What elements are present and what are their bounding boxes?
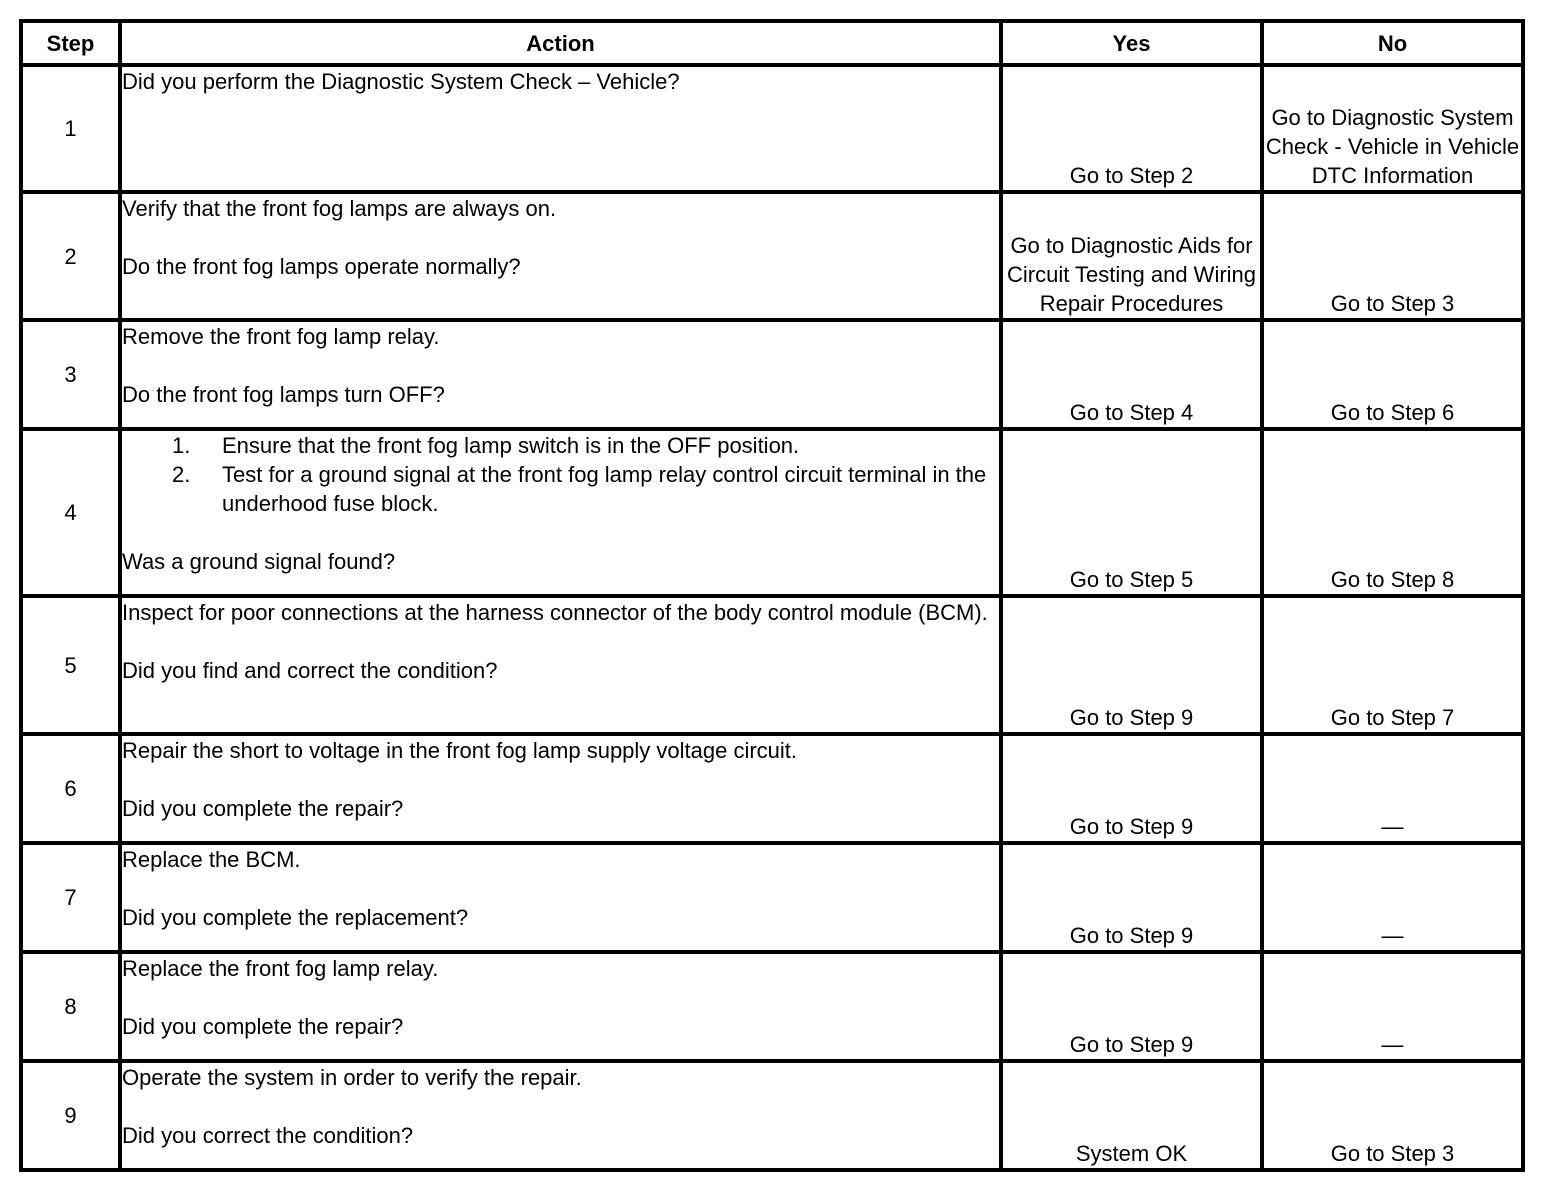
action-question: Do the front fog lamps turn OFF?: [122, 382, 445, 407]
action-question: Did you complete the repair?: [122, 1014, 404, 1039]
list-text: Ensure that the front fog lamp switch is in the OFF position.: [222, 433, 800, 458]
yes-cell: Go to Step 9: [1001, 843, 1262, 952]
diagnostic-table: [19, 19, 1525, 1172]
action-text: Verify that the front fog lamps are always on.: [122, 196, 557, 221]
no-cell: Go to Diagnostic System Check - Vehicle in Vehicle DTC Information: [1262, 65, 1523, 192]
yes-cell: Go to Step 9: [1001, 952, 1262, 1061]
action-text: Replace the BCM.: [122, 847, 301, 872]
list-item: [172, 431, 999, 460]
action-text: Did you perform the Diagnostic System Check – Vehicle?: [122, 69, 680, 94]
no-cell: Go to Step 7: [1262, 596, 1523, 734]
header-yes: Yes: [1001, 21, 1262, 65]
action-question: Did you complete the repair?: [122, 796, 404, 821]
action-cell: [120, 843, 1001, 952]
no-cell: Go to Step 3: [1262, 1061, 1523, 1170]
step-number: 2: [21, 192, 120, 320]
table-row: [21, 734, 1523, 843]
action-text: Operate the system in order to verify the repair.: [122, 1065, 582, 1090]
numbered-list: [122, 431, 999, 518]
no-cell: —: [1262, 952, 1523, 1061]
no-cell: Go to Step 3: [1262, 192, 1523, 320]
list-number: 2.: [172, 462, 191, 487]
action-cell: [120, 65, 1001, 192]
action-question: Did you correct the condition?: [122, 1123, 414, 1148]
list-text: Test for a ground signal at the front fog lamp relay control circuit terminal in the underhood fuse block.: [222, 462, 987, 516]
step-number: 7: [21, 843, 120, 952]
table-row: [21, 429, 1523, 596]
action-cell: [120, 596, 1001, 734]
header-row: [21, 21, 1523, 65]
action-question: Was a ground signal found?: [122, 549, 396, 574]
step-number: 4: [21, 429, 120, 596]
yes-cell: Go to Diagnostic Aids for Circuit Testing and Wiring Repair Procedures: [1001, 192, 1262, 320]
table-row: [21, 1061, 1523, 1170]
no-cell: —: [1262, 734, 1523, 843]
step-number: 3: [21, 320, 120, 429]
action-text: Replace the front fog lamp relay.: [122, 956, 439, 981]
yes-cell: Go to Step 2: [1001, 65, 1262, 192]
yes-cell: Go to Step 9: [1001, 734, 1262, 843]
yes-cell: Go to Step 5: [1001, 429, 1262, 596]
action-cell: [120, 734, 1001, 843]
no-cell: Go to Step 8: [1262, 429, 1523, 596]
no-cell: Go to Step 6: [1262, 320, 1523, 429]
action-text: Inspect for poor connections at the harness connector of the body control module (BCM).: [122, 600, 988, 625]
action-text: Remove the front fog lamp relay.: [122, 324, 440, 349]
step-number: 9: [21, 1061, 120, 1170]
step-number: 1: [21, 65, 120, 192]
header-action: Action: [120, 21, 1001, 65]
action-text: Repair the short to voltage in the front fog lamp supply voltage circuit.: [122, 738, 798, 763]
action-cell: [120, 429, 1001, 596]
action-question: Did you find and correct the condition?: [122, 658, 498, 683]
table-row: [21, 65, 1523, 192]
action-cell: [120, 320, 1001, 429]
header-no: No: [1262, 21, 1523, 65]
yes-cell: Go to Step 4: [1001, 320, 1262, 429]
action-question: Did you complete the replacement?: [122, 905, 469, 930]
table-row: [21, 843, 1523, 952]
yes-cell: Go to Step 9: [1001, 596, 1262, 734]
step-number: 8: [21, 952, 120, 1061]
step-number: 5: [21, 596, 120, 734]
yes-cell: System OK: [1001, 1061, 1262, 1170]
table-row: [21, 952, 1523, 1061]
action-question: Do the front fog lamps operate normally?: [122, 254, 521, 279]
list-number: 1.: [172, 433, 191, 458]
action-cell: [120, 952, 1001, 1061]
header-step: Step: [21, 21, 120, 65]
table-row: [21, 596, 1523, 734]
action-cell: [120, 192, 1001, 320]
list-item: [172, 460, 999, 518]
table-row: [21, 192, 1523, 320]
no-cell: —: [1262, 843, 1523, 952]
table-row: [21, 320, 1523, 429]
step-number: 6: [21, 734, 120, 843]
action-cell: [120, 1061, 1001, 1170]
